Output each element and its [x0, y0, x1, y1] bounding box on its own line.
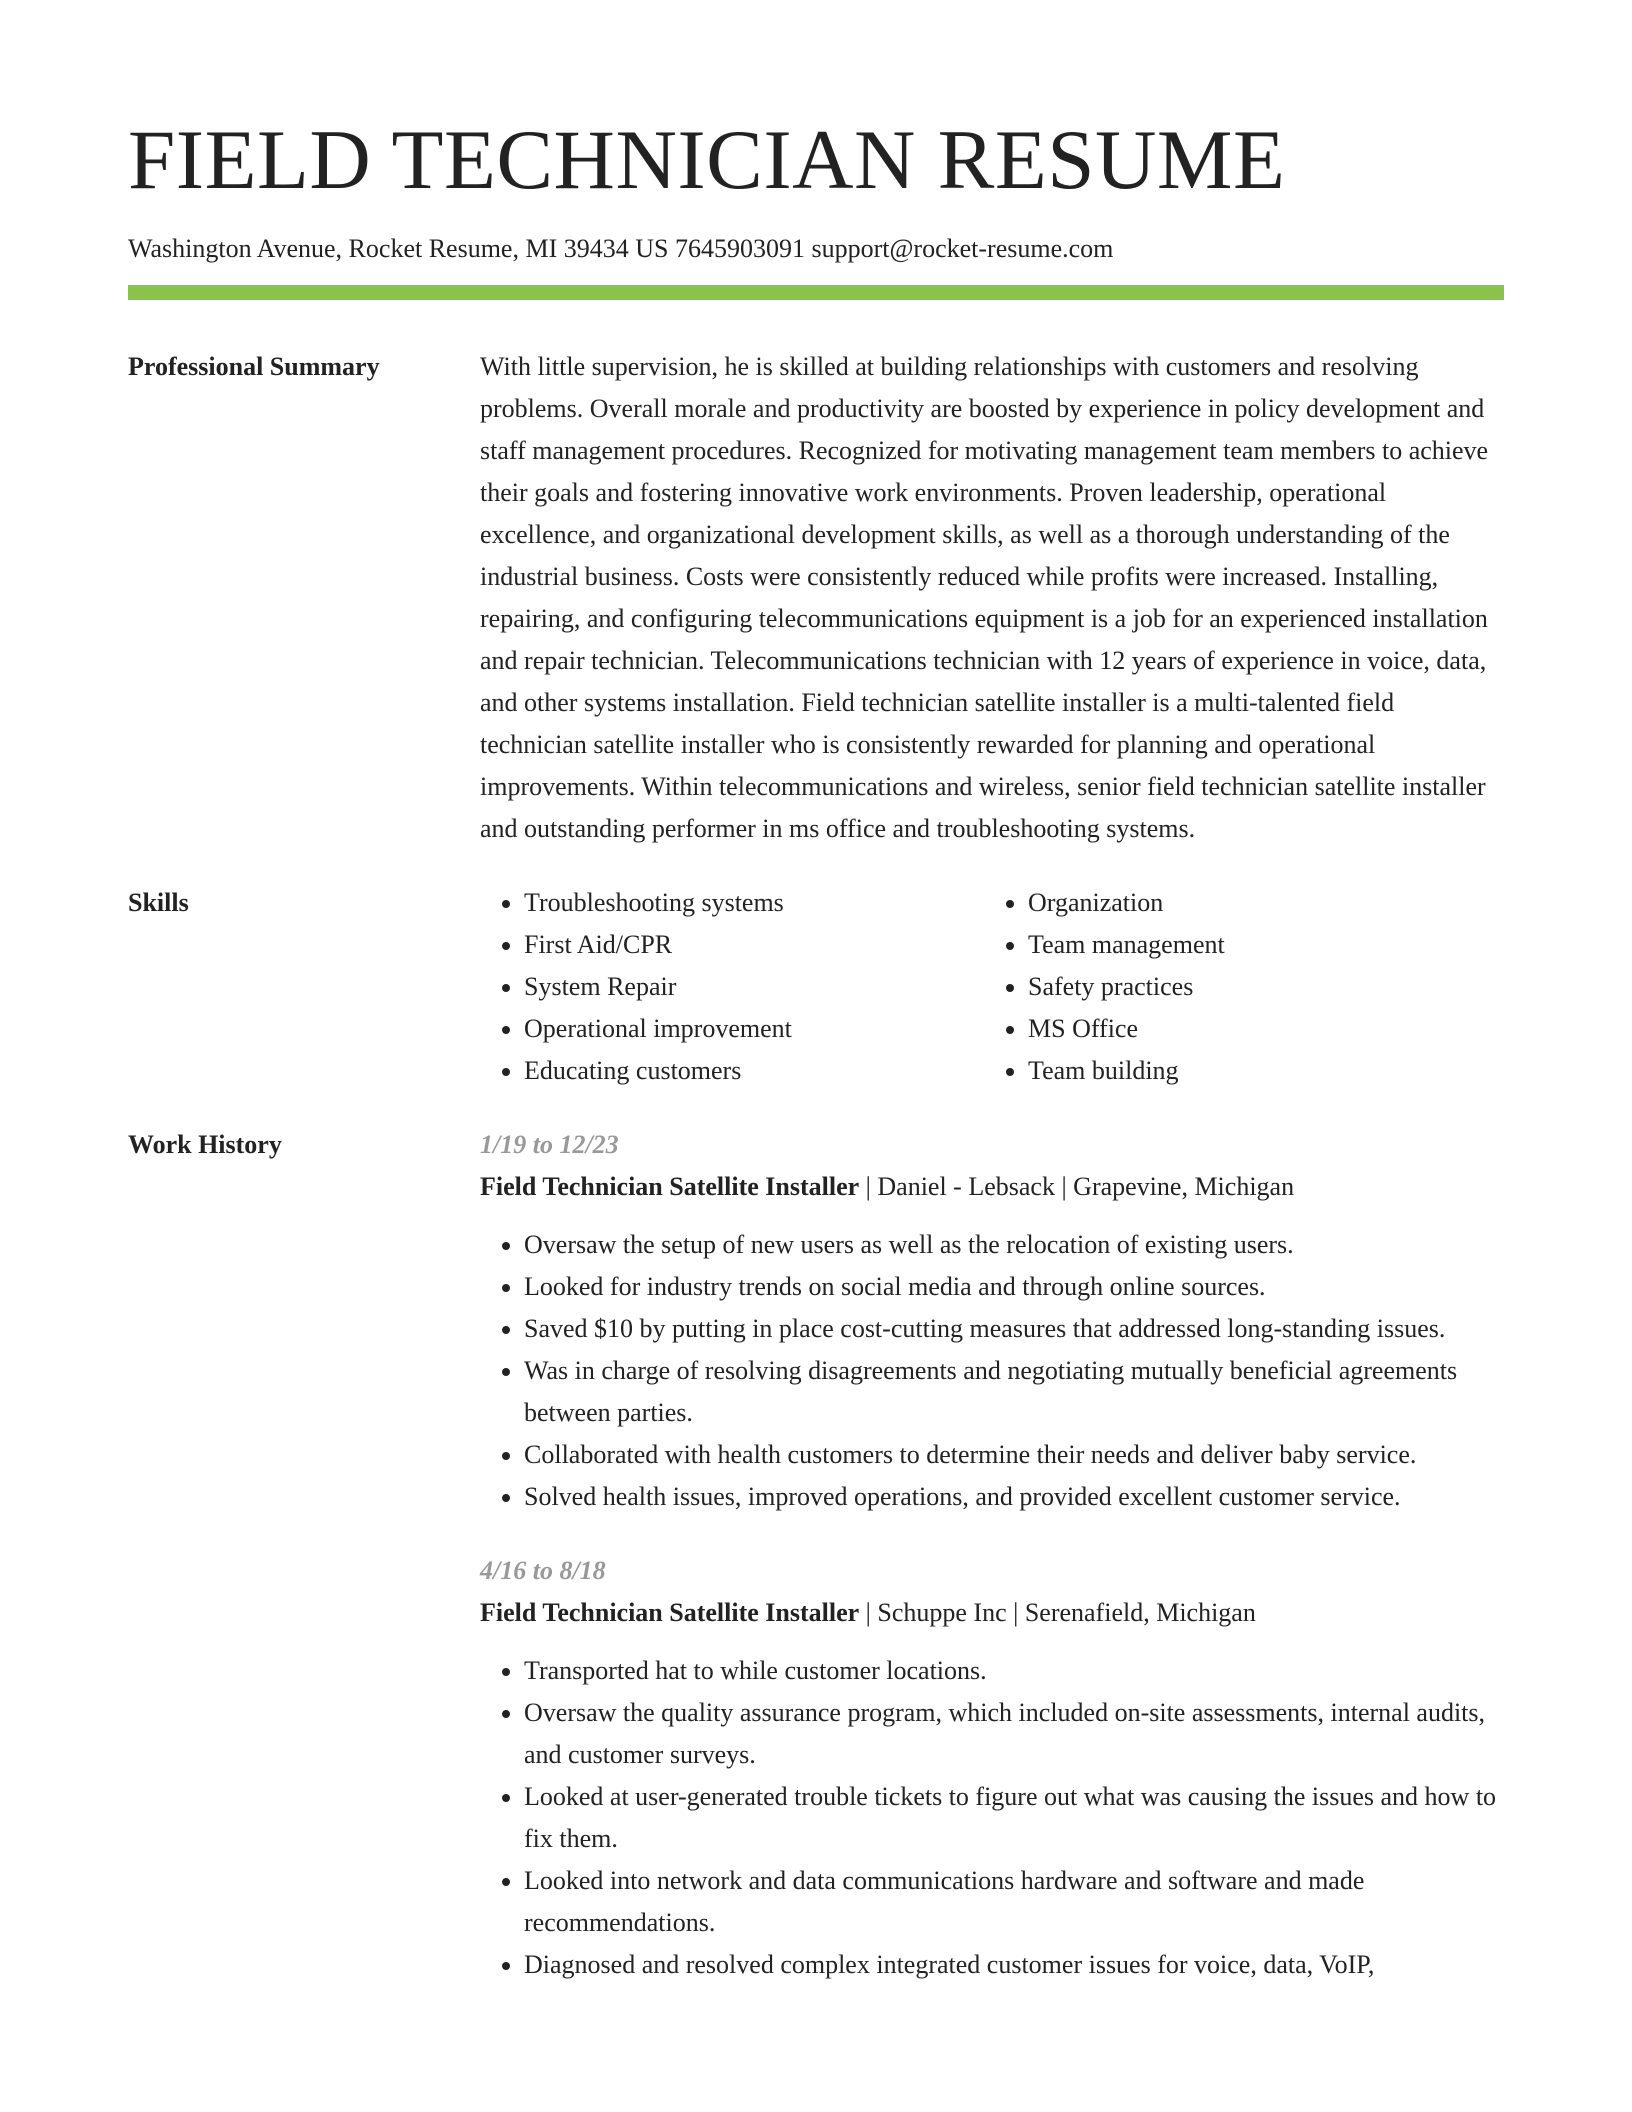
- skill-item: • First Aid/CPR: [524, 924, 984, 966]
- section-heading-work-history: Work History: [128, 1130, 282, 1160]
- skills-columns: [480, 882, 1504, 1092]
- skills-list-left: [480, 882, 984, 1092]
- job-employer-location: | Schuppe Inc | Serenafield, Michigan: [859, 1598, 1256, 1628]
- work-history-section: [128, 1124, 1504, 1986]
- resume-title: FIELD TECHNICIAN RESUME: [128, 113, 1286, 207]
- job-bullet: • Looked into network and data communications hardware and software and made recommendations.: [524, 1860, 1504, 1944]
- contact-line: Washington Avenue, Rocket Resume, MI 39434 US 7645903091 support@rocket-resume.com: [128, 234, 1114, 263]
- job-bullet: • Diagnosed and resolved complex integrated customer issues for voice, data, VoIP,: [524, 1944, 1504, 1986]
- section-heading-summary: Professional Summary: [128, 352, 380, 382]
- summary-text: With little supervision, he is skilled at building relationships with customers and resolving problems. Overall morale and productivity are boosted by experience in policy development and staff management procedures. Recognized for motivating management team members to achieve their goals and fostering innovative work environments. Proven leadership, operational excellence, and organizational development skills, as well as a thorough understanding of the industrial business. Costs were consistently reduced while profits were increased. Installing, repairing, and configuring telecommunications equipment is a job for an experienced installation and repair technician. Telecommunications technician with 12 years of experience in voice, data, and other systems installation. Field technician satellite installer is a multi-talented field technician satellite installer who is consistently rewarded for planning and operational improvements. Within telecommunications and wireless, senior field technician satellite installer and outstanding performer in ms office and troubleshooting systems.: [480, 352, 1489, 844]
- job-entry: [480, 1124, 1504, 1518]
- skill-item: • Educating customers: [524, 1050, 984, 1092]
- job-date: 4/16 to 8/18: [480, 1556, 606, 1586]
- resume-page: [128, 113, 1504, 1986]
- job-bullet: • Oversaw the quality assurance program, which included on-site assessments, internal audits, and customer surveys.: [524, 1692, 1504, 1776]
- job-bullet: • Was in charge of resolving disagreements and negotiating mutually beneficial agreements between parties.: [524, 1350, 1504, 1434]
- work-history-body: [480, 1124, 1504, 1986]
- job-title-line: [480, 1592, 1504, 1634]
- skill-item: • Team building: [1028, 1050, 1488, 1092]
- job-bullet: • Solved health issues, improved operations, and provided excellent customer service.: [524, 1476, 1504, 1518]
- skills-column-right: [984, 882, 1488, 1092]
- job-bullet: • Looked for industry trends on social media and through online sources.: [524, 1266, 1504, 1308]
- job-bullet: • Collaborated with health customers to determine their needs and deliver baby service.: [524, 1434, 1504, 1476]
- professional-summary-section: [128, 346, 1504, 850]
- skill-item: • Team management: [1028, 924, 1488, 966]
- skills-list-right: [984, 882, 1488, 1092]
- skill-item: • MS Office: [1028, 1008, 1488, 1050]
- job-bullet: • Transported hat to while customer locations.: [524, 1650, 1504, 1692]
- job-employer-location: | Daniel - Lebsack | Grapevine, Michigan: [859, 1172, 1295, 1202]
- skill-item: • Organization: [1028, 882, 1488, 924]
- job-bullet: • Looked at user-generated trouble tickets to figure out what was causing the issues and how to fix them.: [524, 1776, 1504, 1860]
- skill-item: • System Repair: [524, 966, 984, 1008]
- skill-item: • Troubleshooting systems: [524, 882, 984, 924]
- skills-column-left: [480, 882, 984, 1092]
- job-entry: [480, 1550, 1504, 1986]
- skills-section: [128, 882, 1504, 1092]
- job-bullets: [480, 1224, 1504, 1518]
- section-heading-skills: Skills: [128, 888, 189, 918]
- skill-item: • Operational improvement: [524, 1008, 984, 1050]
- job-date: 1/19 to 12/23: [480, 1130, 619, 1160]
- job-title: Field Technician Satellite Installer: [480, 1598, 860, 1628]
- job-bullet: • Saved $10 by putting in place cost-cutting measures that addressed long-standing issues.: [524, 1308, 1504, 1350]
- job-title: Field Technician Satellite Installer: [480, 1172, 860, 1202]
- job-title-line: [480, 1166, 1504, 1208]
- job-bullets: [480, 1650, 1504, 1986]
- job-bullet: • Oversaw the setup of new users as well as the relocation of existing users.: [524, 1224, 1504, 1266]
- skill-item: • Safety practices: [1028, 966, 1488, 1008]
- header-divider: [128, 285, 1504, 300]
